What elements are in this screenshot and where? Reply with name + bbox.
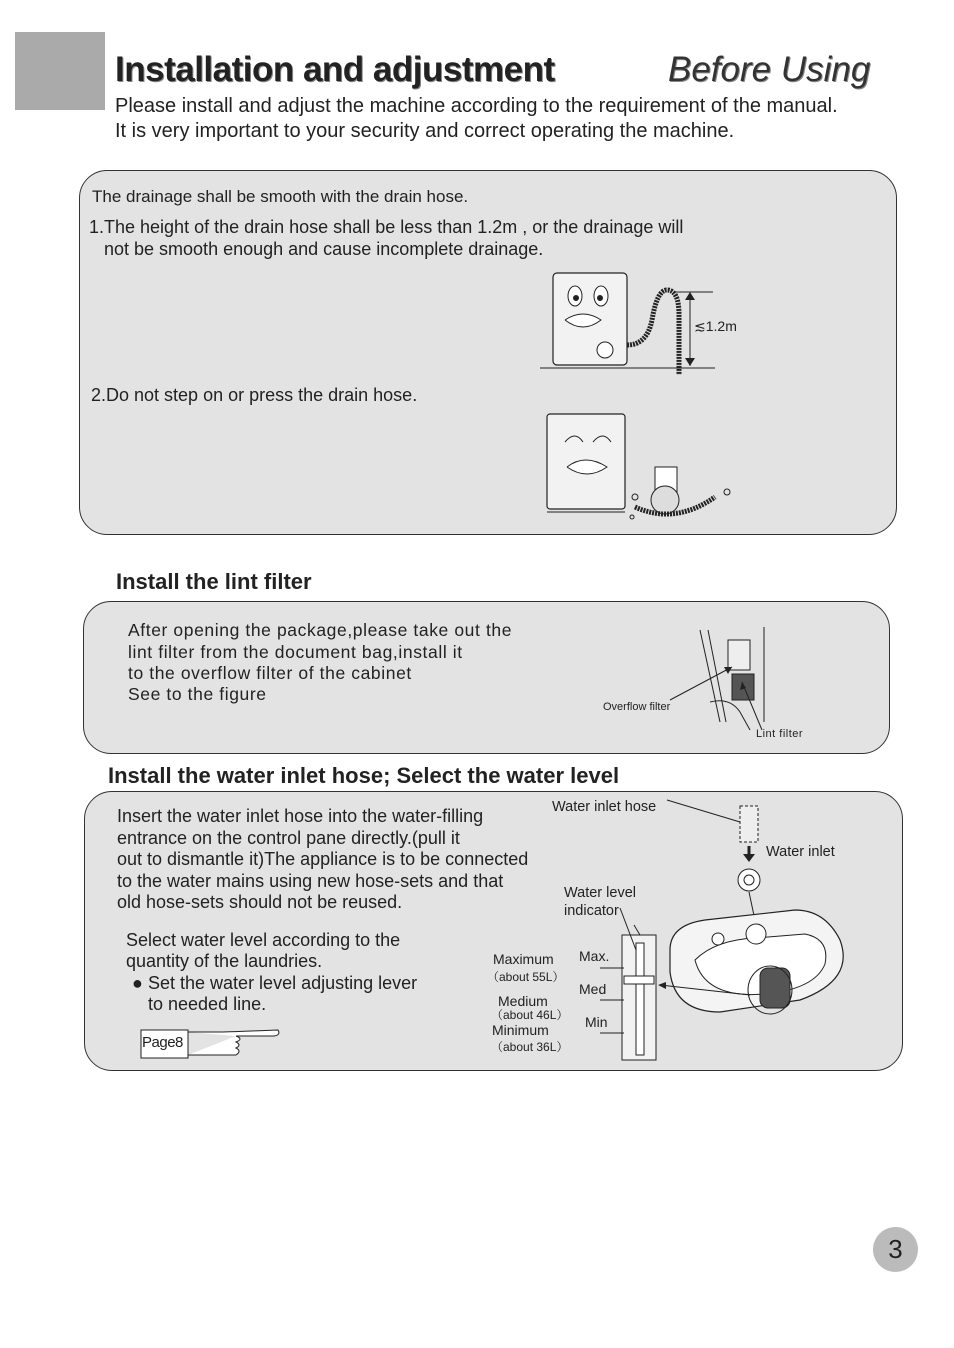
water-para-line-4: to the water mains using new hose-sets and that	[117, 871, 504, 891]
lint-filter-illustration	[660, 622, 775, 732]
water-level-illustration	[560, 800, 860, 1062]
page-subtitle: Before Using	[668, 50, 871, 89]
drainage-item1-line2: not be smooth enough and cause incomplete drainage.	[104, 239, 544, 259]
page-number: 3	[873, 1227, 918, 1272]
select-line-1: Select water level according to the	[126, 930, 401, 950]
intro-line-1: Please install and adjust the machine according to the requirement of the manual.	[115, 95, 838, 117]
drainage-item2: 2.Do not step on or press the drain hose.	[91, 385, 418, 405]
drain-height-label: ≲1.2m	[694, 318, 737, 334]
indicator-label-2: indicator	[564, 903, 619, 919]
lint-line-2: lint filter from the document bag,install it	[128, 642, 463, 662]
bullet-line-2: to needed line.	[148, 994, 267, 1014]
medium-label: Medium	[498, 993, 548, 1009]
medium-sub: （about 46L）	[491, 1008, 569, 1022]
page-reference[interactable]: Page8	[142, 1034, 183, 1051]
indicator-label-1: Water level	[564, 885, 636, 901]
bullet-line-1: Set the water level adjusting lever	[148, 973, 418, 993]
lint-line-3: to the overflow filter of the cabinet	[128, 663, 412, 683]
water-para-line-2: entrance on the control pane directly.(pull it	[117, 828, 460, 848]
water-para-line-3: out to dismantle it)The appliance is to be connected	[117, 849, 529, 869]
lint-heading: Install the lint filter	[116, 569, 312, 594]
drainage-item1-line1: 1.The height of the drain hose shall be less than 1.2m , or the drainage will	[89, 217, 684, 237]
maximum-label: Maximum	[493, 951, 554, 967]
select-line-2: quantity of the laundries.	[126, 951, 323, 971]
med-mark: Med	[579, 981, 607, 997]
step-on-hose-illustration	[545, 412, 745, 527]
water-inlet-label: Water inlet	[766, 844, 835, 860]
drainage-intro: The drainage shall be smooth with the drain hose.	[92, 187, 469, 206]
minimum-label: Minimum	[492, 1022, 549, 1038]
water-para-line-5: old hose-sets should not be reused.	[117, 892, 403, 912]
lint-line-4: See to the figure	[128, 684, 267, 704]
bullet-dot-icon: ●	[132, 973, 143, 993]
minimum-sub: （about 36L）	[491, 1040, 569, 1054]
overflow-filter-label: Overflow filter	[603, 701, 671, 713]
max-mark: Max.	[579, 948, 610, 964]
water-inlet-hose-label: Water inlet hose	[552, 799, 657, 815]
page-title: Installation and adjustment	[115, 50, 555, 89]
water-para-line-1: Insert the water inlet hose into the water-filling	[117, 806, 484, 826]
intro-line-2: It is very important to your security and correct operating the machine.	[115, 120, 735, 142]
water-heading: Install the water inlet hose; Select the water level	[108, 763, 620, 788]
header-grey-tab	[15, 32, 105, 110]
min-mark: Min	[585, 1014, 608, 1030]
maximum-sub: （about 55L）	[487, 970, 565, 984]
lint-filter-label: Lint filter	[756, 728, 804, 740]
lint-line-1: After opening the package,please take out the	[128, 620, 513, 640]
